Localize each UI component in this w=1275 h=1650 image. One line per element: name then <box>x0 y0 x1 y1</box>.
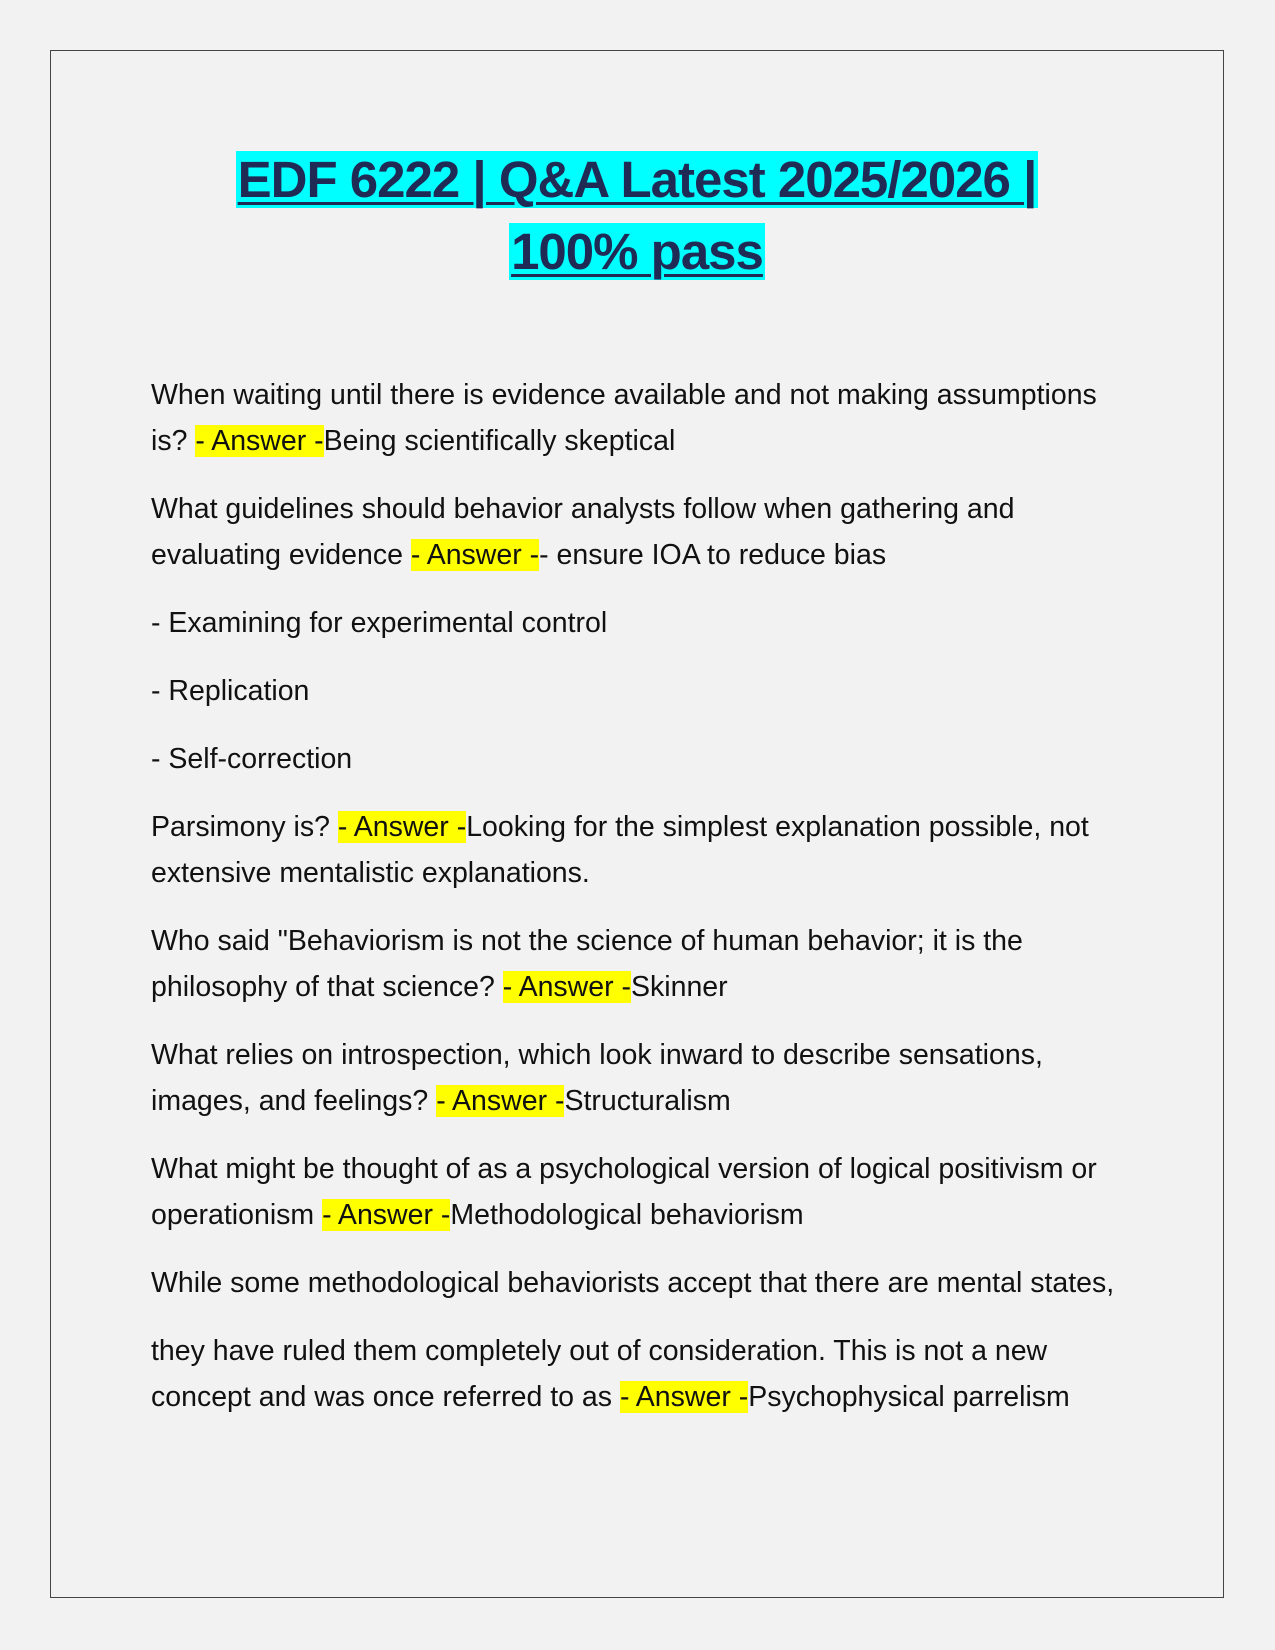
question-text: Who said "Behaviorism is not the science of human behavior; it is the philosophy of that science? <box>151 925 1023 1003</box>
answer-marker: - Answer - <box>619 1381 749 1413</box>
qa-item <box>151 1032 1141 1124</box>
answer-text: - ensure IOA to reduce bias <box>539 539 887 571</box>
question-text: they have ruled them completely out of consideration. This is not a new concept and was once referred to as <box>151 1335 1048 1413</box>
answer-text: Looking for the simplest explanation possible, not extensive mentalistic explanations. <box>151 811 1089 889</box>
bullet-item: - Self-correction <box>151 743 353 775</box>
question-text: What guidelines should behavior analysts follow when gathering and evaluating evidence <box>151 493 1015 571</box>
continuation-text: While some methodological behaviorists accept that there are mental states, <box>151 1267 1115 1299</box>
answer-marker: - Answer - <box>337 811 467 843</box>
bullet-item: - Replication <box>151 675 310 707</box>
qa-item <box>151 918 1141 1010</box>
answer-marker: - Answer - <box>436 1085 565 1117</box>
title-line-2: 100% pass <box>511 223 763 280</box>
title-line-1: EDF 6222 | Q&A Latest 2025/2026 | <box>237 151 1037 208</box>
answer-marker: - Answer - <box>195 425 324 457</box>
question-text: Parsimony is? <box>151 811 338 843</box>
qa-item <box>151 486 1141 578</box>
qa-item <box>151 804 1141 896</box>
question-text: What might be thought of as a psychological version of logical positivism or operationism <box>151 1153 1097 1231</box>
qa-item <box>151 372 1141 464</box>
qa-item <box>151 1146 1141 1238</box>
question-text: What relies on introspection, which look inward to describe sensations, images, and feelings? <box>151 1039 1043 1117</box>
answer-text: Being scientifically skeptical <box>323 425 676 457</box>
answer-marker: - Answer - <box>502 971 632 1003</box>
answer-text: Methodological behaviorism <box>450 1199 804 1231</box>
question-text: When waiting until there is evidence available and not making assumptions is? <box>151 379 1097 457</box>
answer-text: Psychophysical parrelism <box>748 1381 1070 1413</box>
document-body <box>151 372 1141 1442</box>
answer-text: Skinner <box>631 971 728 1003</box>
qa-item <box>151 1328 1141 1420</box>
answer-text: Structuralism <box>564 1085 731 1117</box>
bullet-item: - Examining for experimental control <box>151 607 608 639</box>
answer-marker: - Answer - <box>410 539 540 571</box>
document-title <box>50 144 1224 288</box>
answer-marker: - Answer - <box>322 1199 451 1231</box>
title-text <box>50 144 1224 288</box>
